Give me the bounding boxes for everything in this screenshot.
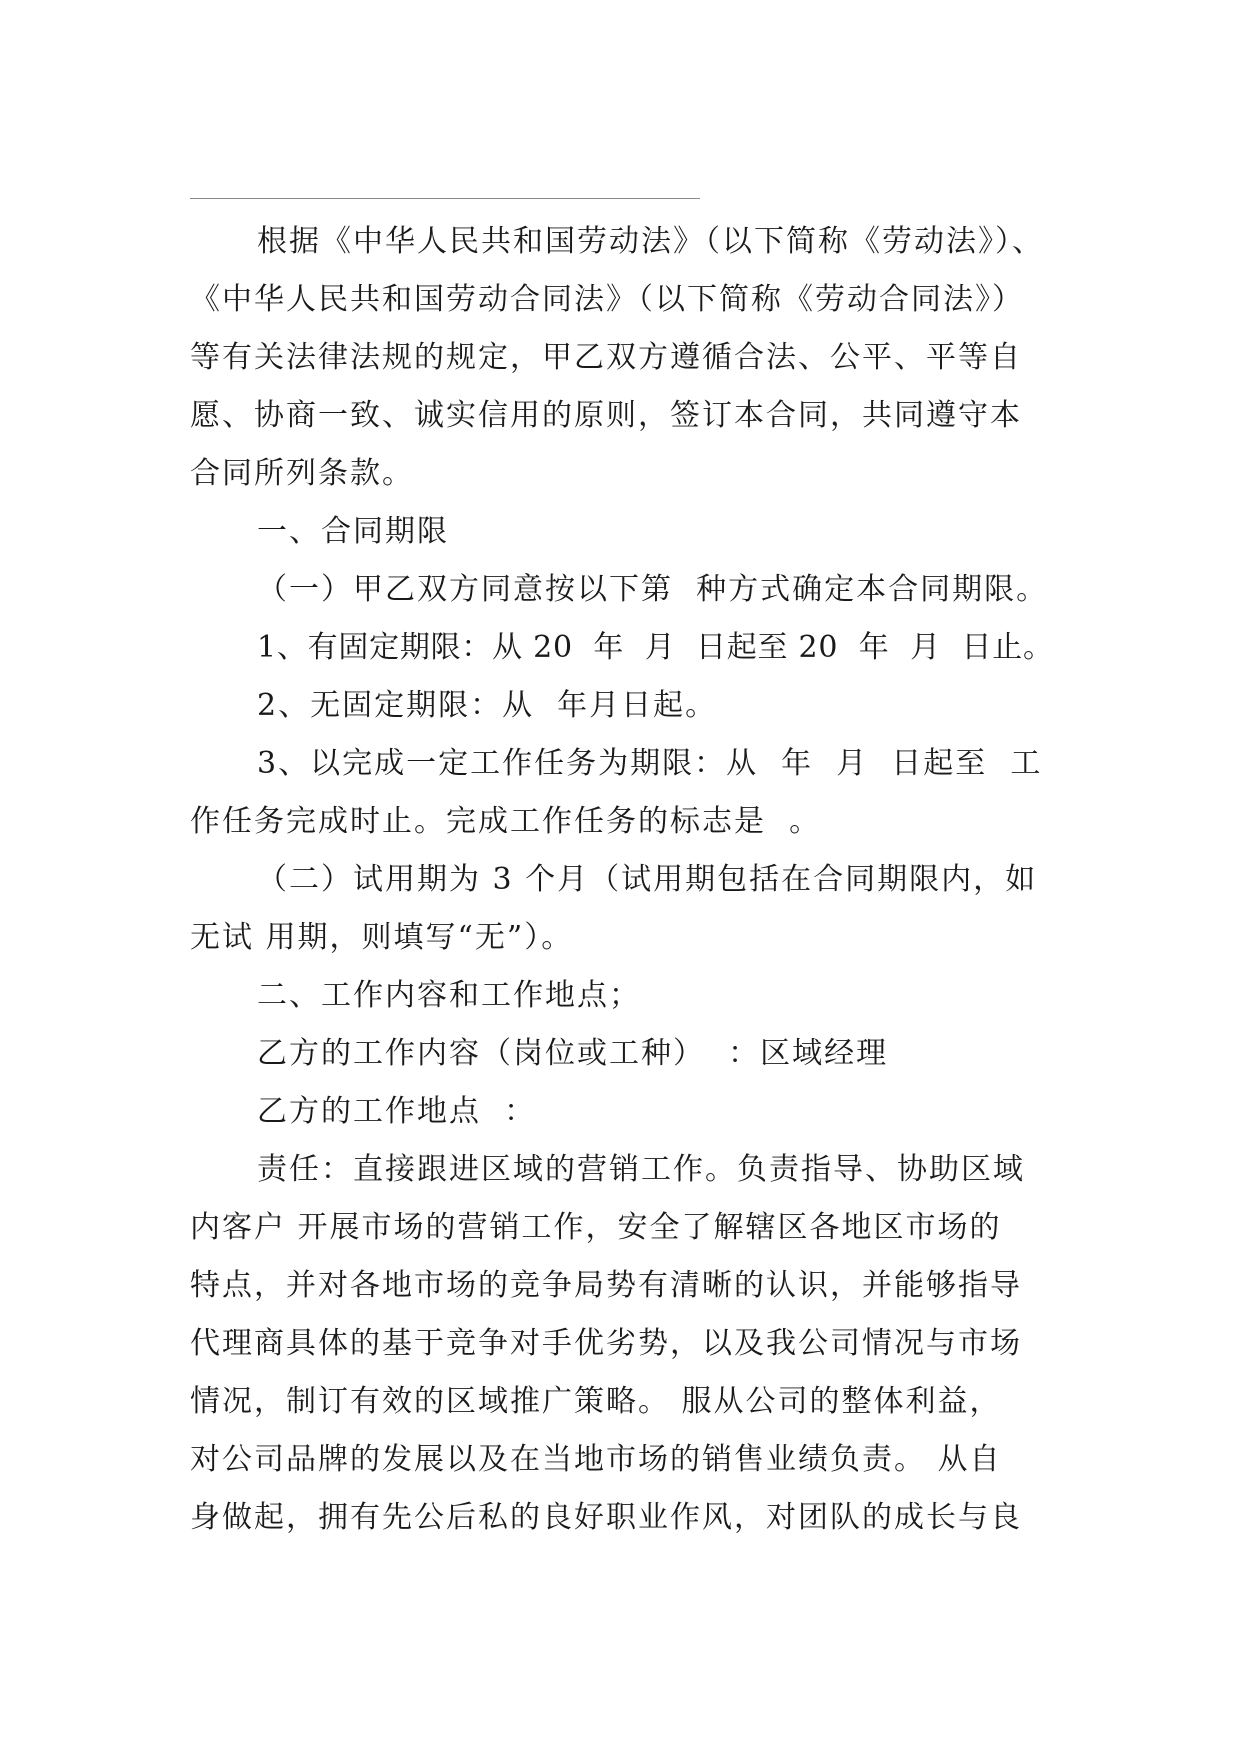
paragraph-line: 无试 用期，则填写“无”）。 — [190, 920, 574, 955]
paragraph-line: 乙方的工作地点 ： — [257, 1094, 537, 1129]
paragraph-line: 责任：直接跟进区域的营销工作。负责指导、协助区域 — [257, 1152, 1025, 1187]
paragraph-line: 情况，制订有效的区域推广策略。 服从公司的整体利益， — [190, 1384, 1002, 1419]
paragraph-line: 作任务完成时止。完成工作任务的标志是 。 — [190, 804, 822, 839]
paragraph-line: 代理商具体的基于竞争对手优劣势，以及我公司情况与市场 — [190, 1326, 1022, 1361]
section-heading: 二、工作内容和工作地点； — [257, 978, 641, 1013]
paragraph-line: 《中华人民共和国劳动合同法》（以下简称《劳动合同法》） — [190, 282, 1024, 317]
paragraph-line: 乙方的工作内容（岗位或工种） ：区域经理 — [257, 1036, 889, 1071]
paragraph-line: 愿、协商一致、诚实信用的原则，签订本合同，共同遵守本 — [190, 398, 1022, 433]
paragraph-line: 对公司品牌的发展以及在当地市场的销售业绩负责。 从自 — [190, 1442, 1002, 1477]
header-rule — [190, 198, 700, 199]
paragraph-line: （一）甲乙双方同意按以下第 种方式确定本合同期限。 — [257, 572, 1049, 607]
paragraph-line: 等有关法律法规的规定，甲乙双方遵循合法、公平、平等自 — [190, 340, 1022, 375]
section-heading: 一、合同期限 — [257, 514, 449, 549]
paragraph-line: （二）试用期为 3 个月（试用期包括在合同期限内，如 — [257, 862, 1038, 897]
paragraph-line: 特点，并对各地市场的竞争局势有清晰的认识，并能够指导 — [190, 1268, 1022, 1303]
paragraph-line: 合同所列条款。 — [190, 456, 414, 491]
paragraph-line: 身做起，拥有先公后私的良好职业作风，对团队的成长与良 — [190, 1500, 1022, 1535]
list-item: 1、有固定期限：从 20 年 月 日起至 20 年 月 日止。 — [257, 630, 1054, 665]
list-item: 2、无固定期限：从 年月日起。 — [257, 688, 718, 723]
paragraph-line: 内客户 开展市场的营销工作，安全了解辖区各地区市场的 — [190, 1210, 1002, 1245]
paragraph-line: 根据《中华人民共和国劳动法》（以下简称《劳动法》）、 — [257, 224, 1044, 259]
list-item: 3、以完成一定工作任务为期限：从 年 月 日起至 工 — [257, 746, 1043, 781]
